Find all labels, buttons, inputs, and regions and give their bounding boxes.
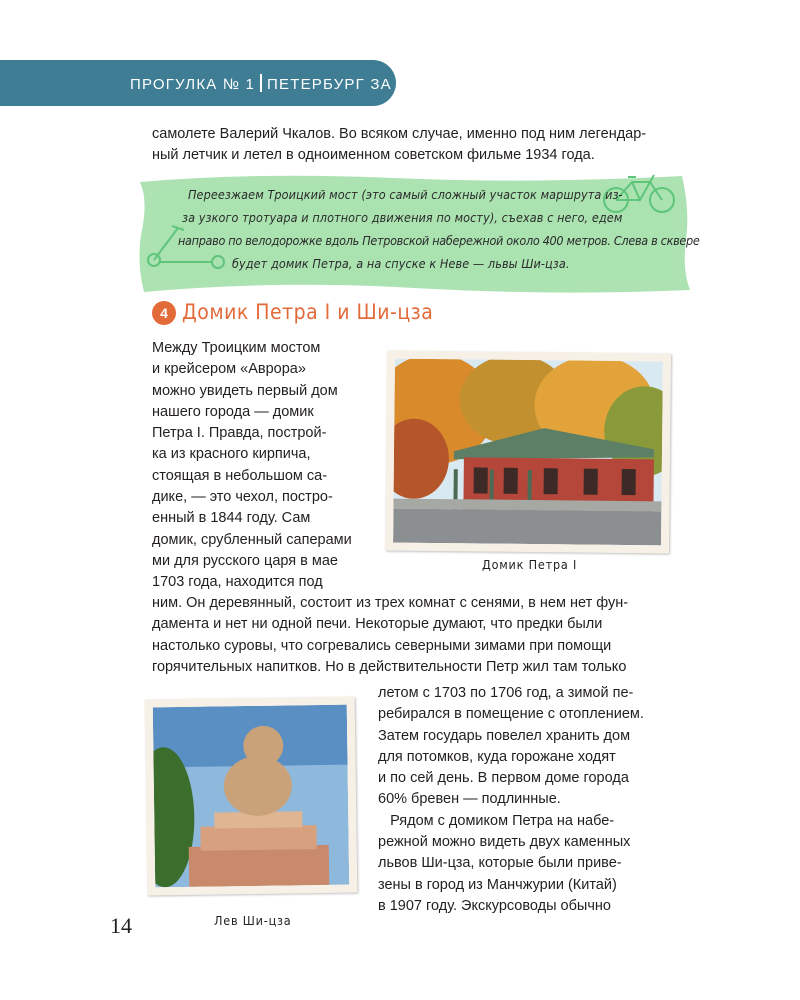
lion-photo [153,705,349,888]
body-paragraph-left [152,338,364,594]
house-photo [393,359,663,546]
section-number-badge: 4 [152,301,176,325]
house-illustration [393,359,663,546]
body-paragraph-right [378,683,670,917]
walk-title: ПЕТЕРБУРГ ЗА ДВА ЧАСА [267,76,481,93]
text-line: горячительных напитков. Но в действительности Петр жил там только [152,658,627,675]
lion-photo-caption: Лев Ши-цза [214,913,292,928]
text-line: и по сей день. В первом доме города [378,770,629,787]
text-line: львов Ши-цза, которые были приве- [378,855,622,872]
text-line: можно увидеть первый дом [152,382,338,399]
text-line: дике, — это чехол, постро- [152,489,333,506]
text-line: ребирался в помещение с отоплением. [378,706,644,723]
text-line: и крейсером «Аврора» [152,361,306,378]
note-line-4: будет домик Петра, а на спуске к Неве — львы Ши-цза. [232,256,570,271]
text-line: домик, срубленный саперами [152,531,352,548]
chapter-header [130,74,481,93]
text-line: зены в город из Манчжурии (Китай) [378,876,617,893]
text-line: настолько суровы, что согревались северными зимами при помощи [152,637,612,654]
text-line: ми для русского царя в мае [152,552,339,569]
section-title: Домик Петра I и Ши-цза [182,300,434,324]
house-photo-caption: Домик Петра I [482,557,578,572]
page-number: 14 [110,913,132,938]
walk-number: ПРОГУЛКА № 1 [130,76,256,93]
text-line: нашего города — домик [152,403,314,420]
intro-paragraph [152,124,668,167]
text-line: ка из красного кирпича, [152,446,311,463]
text-line: для потомков, куда горожане ходят [378,748,616,765]
text-line: стоящая в небольшом са- [152,467,328,484]
house-photo-frame [385,351,671,554]
note-line-3: направо по велодорожке вдоль Петровской набережной около 400 метров. Слева в сквере [178,233,700,248]
text-line: в 1907 году. Экскурсоводы обычно [378,897,611,914]
text-line: 1703 года, находится под [152,574,323,591]
text-line: режной можно видеть двух каменных [378,834,631,851]
text-line: летом с 1703 по 1706 год, а зимой пе- [378,685,634,701]
text-line: Рядом с домиком Петра на набе- [378,812,615,829]
body-paragraph-full [152,593,670,678]
text-line: Между Троицким мостом [152,340,321,356]
text-line: енный в 1844 году. Сам [152,510,311,527]
text-line: Затем государь повелел хранить дом [378,727,631,744]
note-line-1: Переезжаем Троицкий мост (это самый сложный участок маршрута из- [188,187,623,202]
text-line: ный летчик и летел в одноименном советском фильме 1934 года. [152,147,595,164]
text-line: Петра I. Правда, построй- [152,425,327,442]
text-line: ним. Он деревянный, состоит из трех комнат с сенями, в нем нет фун- [152,595,629,611]
text-line: 60% бревен — подлинные. [378,791,561,808]
text-line: самолете Валерий Чкалов. Во всяком случае, именно под ним легендар- [152,126,647,142]
lion-photo-frame [145,697,358,896]
note-line-2: за узкого тротуара и плотного движения по мосту), съехав с него, едем [182,210,623,225]
lion-illustration [153,705,349,888]
text-line: дамента и нет ни одной печи. Некоторые думают, что предки были [152,616,603,633]
header-separator [260,74,262,92]
